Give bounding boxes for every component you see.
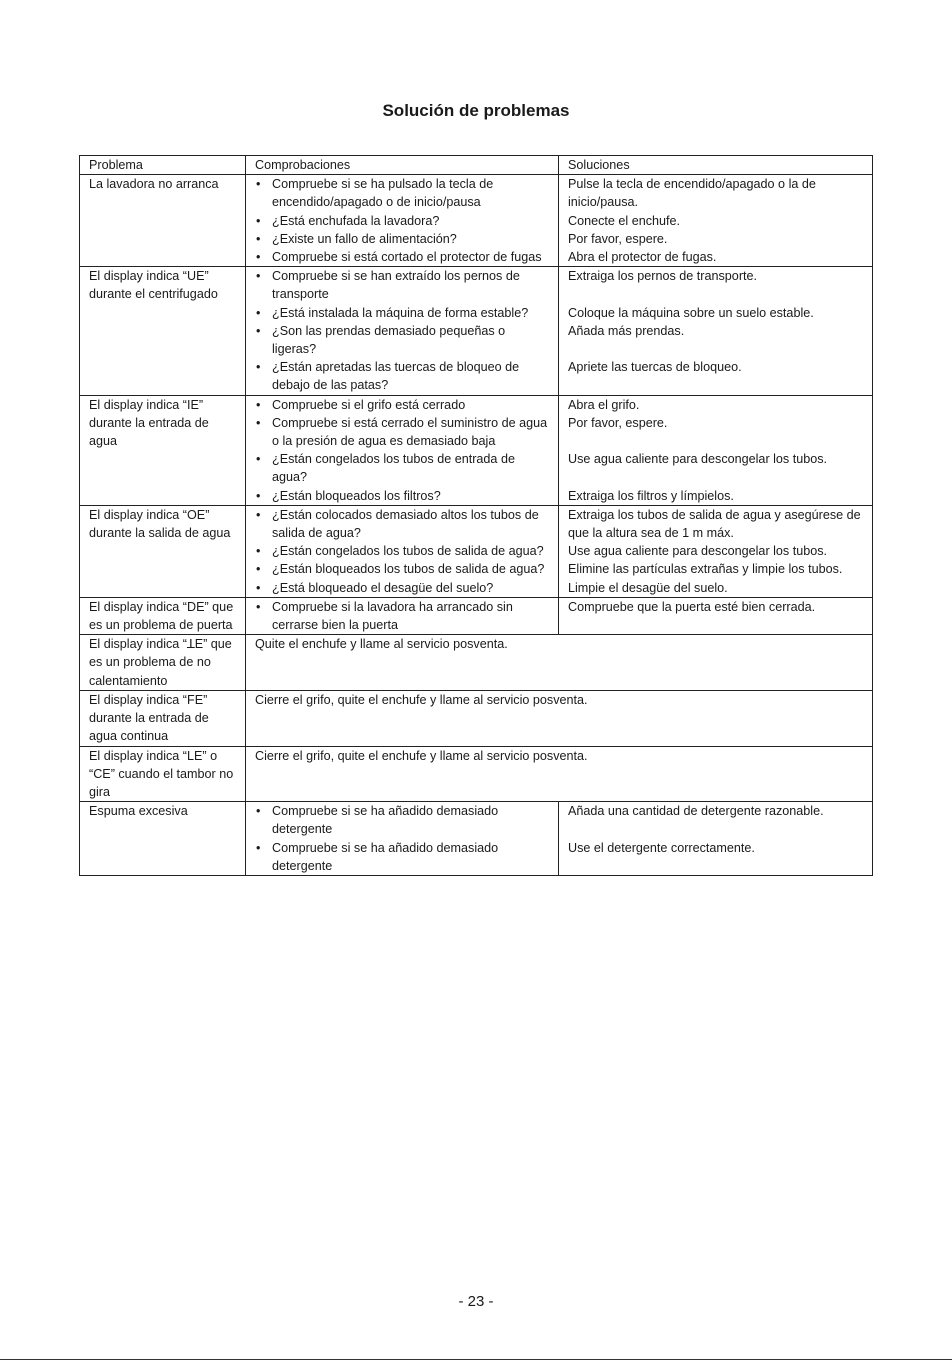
check-item: • ¿Está enchufada la lavadora? [272, 212, 552, 230]
header-comprobaciones: Comprobaciones [246, 156, 559, 175]
solution-line: Use agua caliente para descongelar los tubos. [568, 544, 828, 559]
table-row [80, 690, 873, 746]
solution-spacer [568, 468, 866, 486]
solution-line: Conecte el enchufe. [568, 213, 681, 228]
solutions-cell [559, 802, 873, 876]
problem-cell: El display indica “FE” durante la entrada de agua continua [80, 690, 246, 746]
solution-line: Compruebe que la puerta esté bien cerrada. [568, 599, 816, 614]
solution-spacer [568, 285, 866, 303]
check-item: • ¿Están bloqueados los tubos de salida de agua? [272, 560, 552, 578]
check-item: • Compruebe si se ha pulsado la tecla de encendido/apagado o de inicio/pausa [272, 175, 552, 211]
checks-cell [246, 395, 559, 505]
check-item: • ¿Están apretadas las tuercas de bloqueo de debajo de las patas? [272, 358, 552, 394]
problem-cell: El display indica “UE” durante el centrifugado [80, 267, 246, 395]
solution-line: Elimine las partículas extrañas y limpie los tubos. [568, 562, 843, 577]
merged-solution-cell: Cierre el grifo, quite el enchufe y llame al servicio posventa. [246, 690, 873, 746]
problem-cell: El display indica “ꓕE” que es un problema de no calentamiento [80, 635, 246, 691]
table-row [80, 395, 873, 505]
solution-line: Añada una cantidad de detergente razonable. [568, 804, 824, 819]
solution-line: Extraiga los tubos de salida de agua y asegúrese de que la altura sea de 1 m máx. [568, 507, 861, 541]
solution-spacer [568, 820, 866, 838]
table-row [80, 175, 873, 267]
table-row [80, 505, 873, 597]
table-row [80, 635, 873, 691]
solution-line: Limpie el desagüe del suelo. [568, 580, 728, 595]
solution-line: Por favor, espere. [568, 415, 668, 430]
check-item: • Compruebe si está cortado el protector de fugas [272, 248, 552, 266]
checks-list [255, 267, 552, 394]
checks-cell [246, 802, 559, 876]
solution-line: Use el detergente correctamente. [568, 840, 755, 855]
check-item: • Compruebe si se ha añadido demasiado detergente [272, 802, 552, 838]
check-item: • ¿Están congelados los tubos de salida de agua? [272, 542, 552, 560]
problem-cell: Espuma excesiva [80, 802, 246, 876]
table-row [80, 597, 873, 634]
solutions-cell [559, 395, 873, 505]
checks-list [255, 598, 552, 634]
table-row [80, 267, 873, 395]
solution-line: Pulse la tecla de encendido/apagado o la de inicio/pausa. [568, 177, 816, 210]
check-item: • Compruebe si se han extraído los pernos de transporte [272, 267, 552, 303]
solution-line: Abra el protector de fugas. [568, 250, 717, 265]
page-title: Solución de problemas [382, 101, 570, 120]
problem-cell: El display indica “IE” durante la entrada de agua [80, 395, 246, 505]
problem-cell: El display indica “LE” o “CE” cuando el tambor no gira [80, 746, 246, 802]
check-item: • Compruebe si está cerrado el suministro de agua o la presión de agua es demasiado baja [272, 414, 552, 450]
check-item: • ¿Está instalada la máquina de forma estable? [272, 304, 552, 322]
page-number: - 23 - [458, 1293, 494, 1310]
solution-spacer [568, 340, 866, 358]
header-problema: Problema [80, 156, 246, 175]
check-item: • ¿Existe un fallo de alimentación? [272, 230, 552, 248]
checks-list [255, 802, 552, 875]
bottom-rule [0, 1359, 952, 1360]
problem-cell: El display indica “DE” que es un problema de puerta [80, 597, 246, 634]
check-item: • ¿Están bloqueados los filtros? [272, 487, 552, 505]
solution-line: Extraiga los filtros y límpielos. [568, 488, 734, 503]
check-item: • ¿Están colocados demasiado altos los tubos de salida de agua? [272, 506, 552, 542]
solution-line: Coloque la máquina sobre un suelo estable. [568, 305, 814, 320]
solution-line: Añada más prendas. [568, 323, 685, 338]
check-item: • Compruebe si la lavadora ha arrancado sin cerrarse bien la puerta [272, 598, 552, 634]
solutions-cell [559, 267, 873, 395]
solution-line: Por favor, espere. [568, 231, 668, 246]
checks-cell [246, 505, 559, 597]
solution-line: Abra el grifo. [568, 397, 640, 412]
solutions-cell [559, 175, 873, 267]
header-soluciones: Soluciones [559, 156, 873, 175]
solutions-cell [559, 505, 873, 597]
problem-cell: La lavadora no arranca [80, 175, 246, 267]
checks-list [255, 396, 552, 505]
check-item: • ¿Está bloqueado el desagüe del suelo? [272, 579, 552, 597]
solutions-cell [559, 597, 873, 634]
merged-solution-cell: Cierre el grifo, quite el enchufe y llame al servicio posventa. [246, 746, 873, 802]
solution-spacer [568, 432, 866, 450]
solution-line: Use agua caliente para descongelar los tubos. [568, 452, 828, 467]
table-row [80, 802, 873, 876]
solution-line: Extraiga los pernos de transporte. [568, 269, 758, 284]
check-item: • ¿Son las prendas demasiado pequeñas o ligeras? [272, 322, 552, 358]
checks-list [255, 175, 552, 266]
checks-list [255, 506, 552, 597]
check-item: • ¿Están congelados los tubos de entrada de agua? [272, 450, 552, 486]
checks-cell [246, 267, 559, 395]
problem-cell: El display indica “OE” durante la salida de agua [80, 505, 246, 597]
troubleshooting-table [79, 155, 873, 876]
solution-line: Apriete las tuercas de bloqueo. [568, 360, 742, 375]
check-item: • Compruebe si se ha añadido demasiado detergente [272, 839, 552, 875]
table-header-row [80, 156, 873, 175]
checks-cell [246, 597, 559, 634]
table-row [80, 746, 873, 802]
merged-solution-cell: Quite el enchufe y llame al servicio posventa. [246, 635, 873, 691]
table-body [80, 175, 873, 876]
checks-cell [246, 175, 559, 267]
check-item: • Compruebe si el grifo está cerrado [272, 396, 552, 414]
